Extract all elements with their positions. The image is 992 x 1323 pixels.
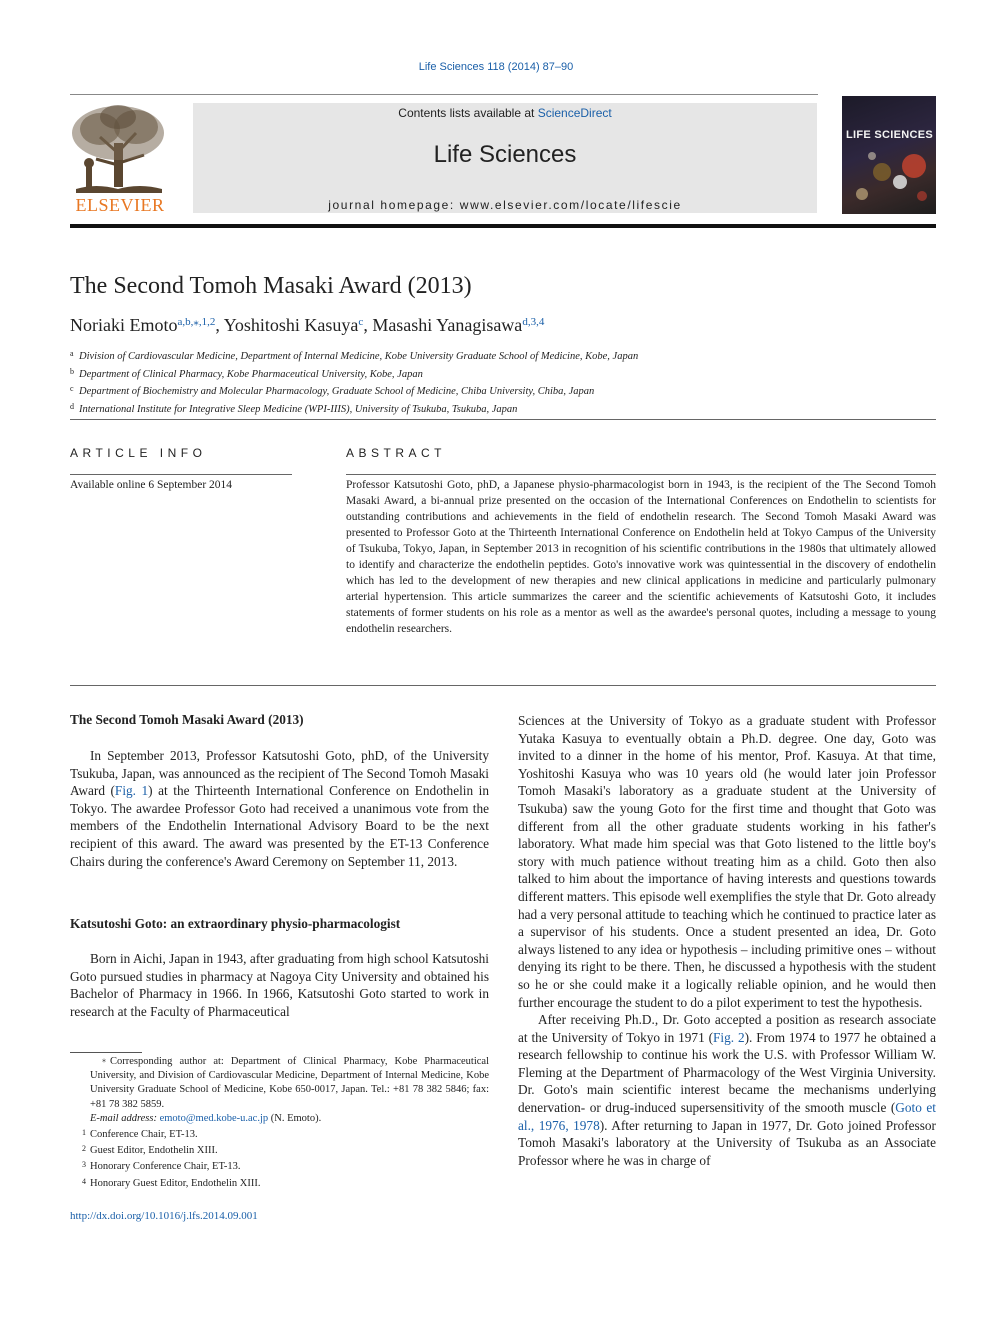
footnote-text: Guest Editor, Endothelin XIII. [90,1145,218,1157]
abstract-heading: ABSTRACT [346,446,447,460]
footnote-text: Conference Chair, ET-13. [90,1129,198,1141]
affiliation-item [70,365,936,383]
affiliation-text: Division of Cardiovascular Medicine, Department of Internal Medicine, Kobe University Graduate School of Medicine, Kobe, Japan [79,351,639,362]
sciencedirect-link[interactable]: ScienceDirect [537,106,612,120]
affiliation-text: Department of Clinical Pharmacy, Kobe Pharmaceutical University, Kobe, Japan [79,368,423,380]
article-title: The Second Tomoh Masaki Award (2013) [70,273,472,299]
cover-title: LIFE SCIENCES [846,129,934,141]
section-heading-goto: Katsutoshi Goto: an extraordinary physio-pharmacologist [70,916,401,931]
figure-1-link[interactable]: Fig. 1 [114,783,149,799]
doi-url[interactable]: http://dx.doi.org/10.1016/j.lfs.2014.09.001 [70,1210,258,1222]
contents-availability-line [193,106,817,120]
author-affiliation-marks[interactable]: c [358,316,364,328]
author-separator: , [215,315,224,335]
masthead-bottom-rule [70,224,936,228]
article-info-rule [70,474,292,475]
author-separator: , [363,315,373,335]
author-affiliation-marks[interactable]: a,b,⁎,1,2 [177,316,216,328]
affiliation-item [70,400,936,418]
paragraph-text: ). From 1974 to 1977 he obtained a research fellowship to continue his work the U.S. with Professor William W. Fleming at the Department of Pharmacology of the West Virginia University. Dr. Goto's main scientific interest became the mechanisms underlying denervation- or drug-induced supersensitivity of the smooth muscle ( [518,1029,936,1116]
affiliation-item [70,382,936,400]
paragraph-text: Sciences at the University of Tokyo as a graduate student with Professor Yutaka Kasuya to eventually obtain a Ph.D. degree. One day, Goto was invited to a dinner in the home of his mentor, Prof. Kasuya. At that time, Yoshitoshi Kasuya who was 10 years old (he would later join Professor Tomoh Masaki's laboratory as a graduate student at the University of Tsukuba) saw the young Goto for the first time and thought that Goto was different from all the other graduate students working in his father's laboratory. What made him special was that Goto listened to the little boy's story with much patience without treating him as a child. Goto then also talked to him about the importance of having interests and questions towards different matters. This episode well exemplifies the style that Dr. Goto already had a very personal attitude to teaching which he continued to practice later as a supervisor of his students. Once a student presented an idea, Dr. Goto always listened to any idea or hypothesis – including primitive ones – without denying its right to be there. Then, he discussed a hypothesis with the student so he or she could make it a logically reliable opinion, and he would then further encourage the student to do a pilot experiment to test the hypothesis. [518,713,936,1010]
journal-homepage[interactable]: journal homepage: www.elsevier.com/locate/lifescie [328,198,682,212]
email-note [70,1112,489,1126]
paragraph-text: In September 2013, Professor Katsutoshi Goto, phD, of the University Tsukuba, Japan, was announced as the recipient of The Second Tomoh Masaki Award ( [70,748,489,799]
contents-prefix: Contents lists available at [398,106,538,120]
affiliation-text: International Institute for Integrative Sleep Medicine (WPI-IIIS), University of Tsukuba, Tsukuba, Japan [79,403,518,415]
affiliation-mark: b [70,366,74,376]
footnote-text: Honorary Guest Editor, Endothelin XIII. [90,1177,261,1189]
footnote-item [70,1126,489,1142]
masthead-top-rule [70,94,818,95]
paragraph-award [70,747,489,870]
paragraph-text: ) at the Thirteenth International Conference on Endothelin in Tokyo. The awardee Professor Goto had received a unanimous vote from the members of the Endothelin International Advisory Board to be the next recipient of this award. The award was presented by the ET-13 Conference Chairs during the conference's Award Ceremony on September 11, 2013. [70,783,489,869]
author-name: Masashi Yanagisawa [372,315,523,335]
affiliation-mark: c [70,384,74,394]
paragraph-text: Born in Aichi, Japan in 1943, after graduating from high school Katsutoshi Goto pursued studies in pharmacy at Nagoya City University and obtained his Bachelor of Pharmacy in 1966. In 1966, Katsutoshi Goto started to work in research at the Faculty of Pharmaceutical [70,951,489,1019]
footnote-mark: 1 [82,1128,86,1138]
reference-link[interactable]: Goto et al., 1976, 1978 [518,1100,936,1133]
author-name: Noriaki Emoto [70,315,178,335]
email-suffix: (N. Emoto). [268,1112,322,1124]
abstract-rule [346,474,936,475]
affiliation-mark: d [70,401,74,411]
corresponding-author-note [70,1053,489,1112]
author-affiliation-marks[interactable]: d,3,4 [522,316,545,328]
footnote-item [70,1158,489,1174]
author-list [70,315,544,336]
body-divider [70,685,936,686]
journal-cover-image[interactable] [842,96,936,214]
paragraph-text: ). After returning to Japan in 1977, Dr. Goto joined Professor Tomoh Masaki's laboratory at the University of Tsukuba as an Associate Professor where he was in charge of [518,1117,936,1168]
footnotes [70,1053,489,1191]
paragraph-goto-bio [70,950,489,1020]
footnote-item [70,1142,489,1158]
affiliation-mark: a [70,349,74,358]
abstract-text: Professor Katsutoshi Goto, phD, a Japanese physio-pharmacologist born in 1943, is the recipient of the The Second Tomoh Masaki Award, a bi-annual prize presented on the occasion of the International Conferences on Endothelin to scientists for outstanding contributions and achievements in the field of endothelin research. The Second Tomoh Masaki Award was presented to Professor Goto at the Thirteenth International Conference on Endothelin held at Tokyo Campus of the University of Tsukuba, Tokyo, Japan, in September 2013 in recognition of his scientific contributions in the 1980s that ultimately allowed to identify and characterize the endothelin peptides. Goto's innovative work was quintessential in the discovery of endothelin which has led to the development of new therapies and new clinical applications in medicine and particularly pulmonary arterial hypertension. This article summarizes the career and the scientific achievements of Katsutoshi Goto, it includes statements of former students on his role as a mentor as well as the awardee's personal quotes, including a message to young endothelin researchers. [346,479,936,635]
figure-2-link[interactable]: Fig. 2 [713,1029,745,1045]
email-link[interactable]: emoto@med.kobe-u.ac.jp [159,1112,269,1124]
journal-citation[interactable]: Life Sciences 118 (2014) 87–90 [418,61,574,73]
right-column [518,712,936,1169]
header-divider [70,419,936,420]
paragraph-career [518,1011,936,1169]
affiliation-text: Department of Biochemistry and Molecular Pharmacology, Graduate School of Medicine, Chiba University, Chiba, Japan [79,386,595,398]
email-label: E-mail address: [90,1112,160,1124]
elsevier-wordmark[interactable]: ELSEVIER [75,195,165,215]
footnote-text: Corresponding author at: Department of Clinical Pharmacy, Kobe Pharmaceutical University, and Division of Cardiovascular Medicine, Department of Internal Medicine, Kobe University Graduate School of Medicine, Kobe 650-0017, Japan. Tel.: +81 78 382 5846; fax: +81 78 382 5859. [90,1056,489,1110]
journal-title: Life Sciences [433,141,577,168]
footnote-mark: 3 [82,1160,86,1170]
footnote-mark: 4 [82,1176,86,1186]
affiliation-list [70,347,936,417]
author-name: Yoshitoshi Kasuya [223,315,359,335]
footnote-text: Honorary Conference Chair, ET-13. [90,1161,241,1173]
article-info-heading: ARTICLE INFO [70,446,207,460]
footnote-mark: ⁎ [102,1055,106,1064]
affiliation-item [70,347,936,365]
footnote-item [70,1175,489,1191]
footnote-mark: 2 [82,1144,86,1154]
available-online-date: Available online 6 September 2014 [70,479,233,491]
paragraph-text: After receiving Ph.D., Dr. Goto accepted a position as research associate at the University of Tokyo in 1971 ( [518,1012,936,1045]
doi-link[interactable] [70,1210,258,1222]
section-heading-award: The Second Tomoh Masaki Award (2013) [70,712,304,727]
